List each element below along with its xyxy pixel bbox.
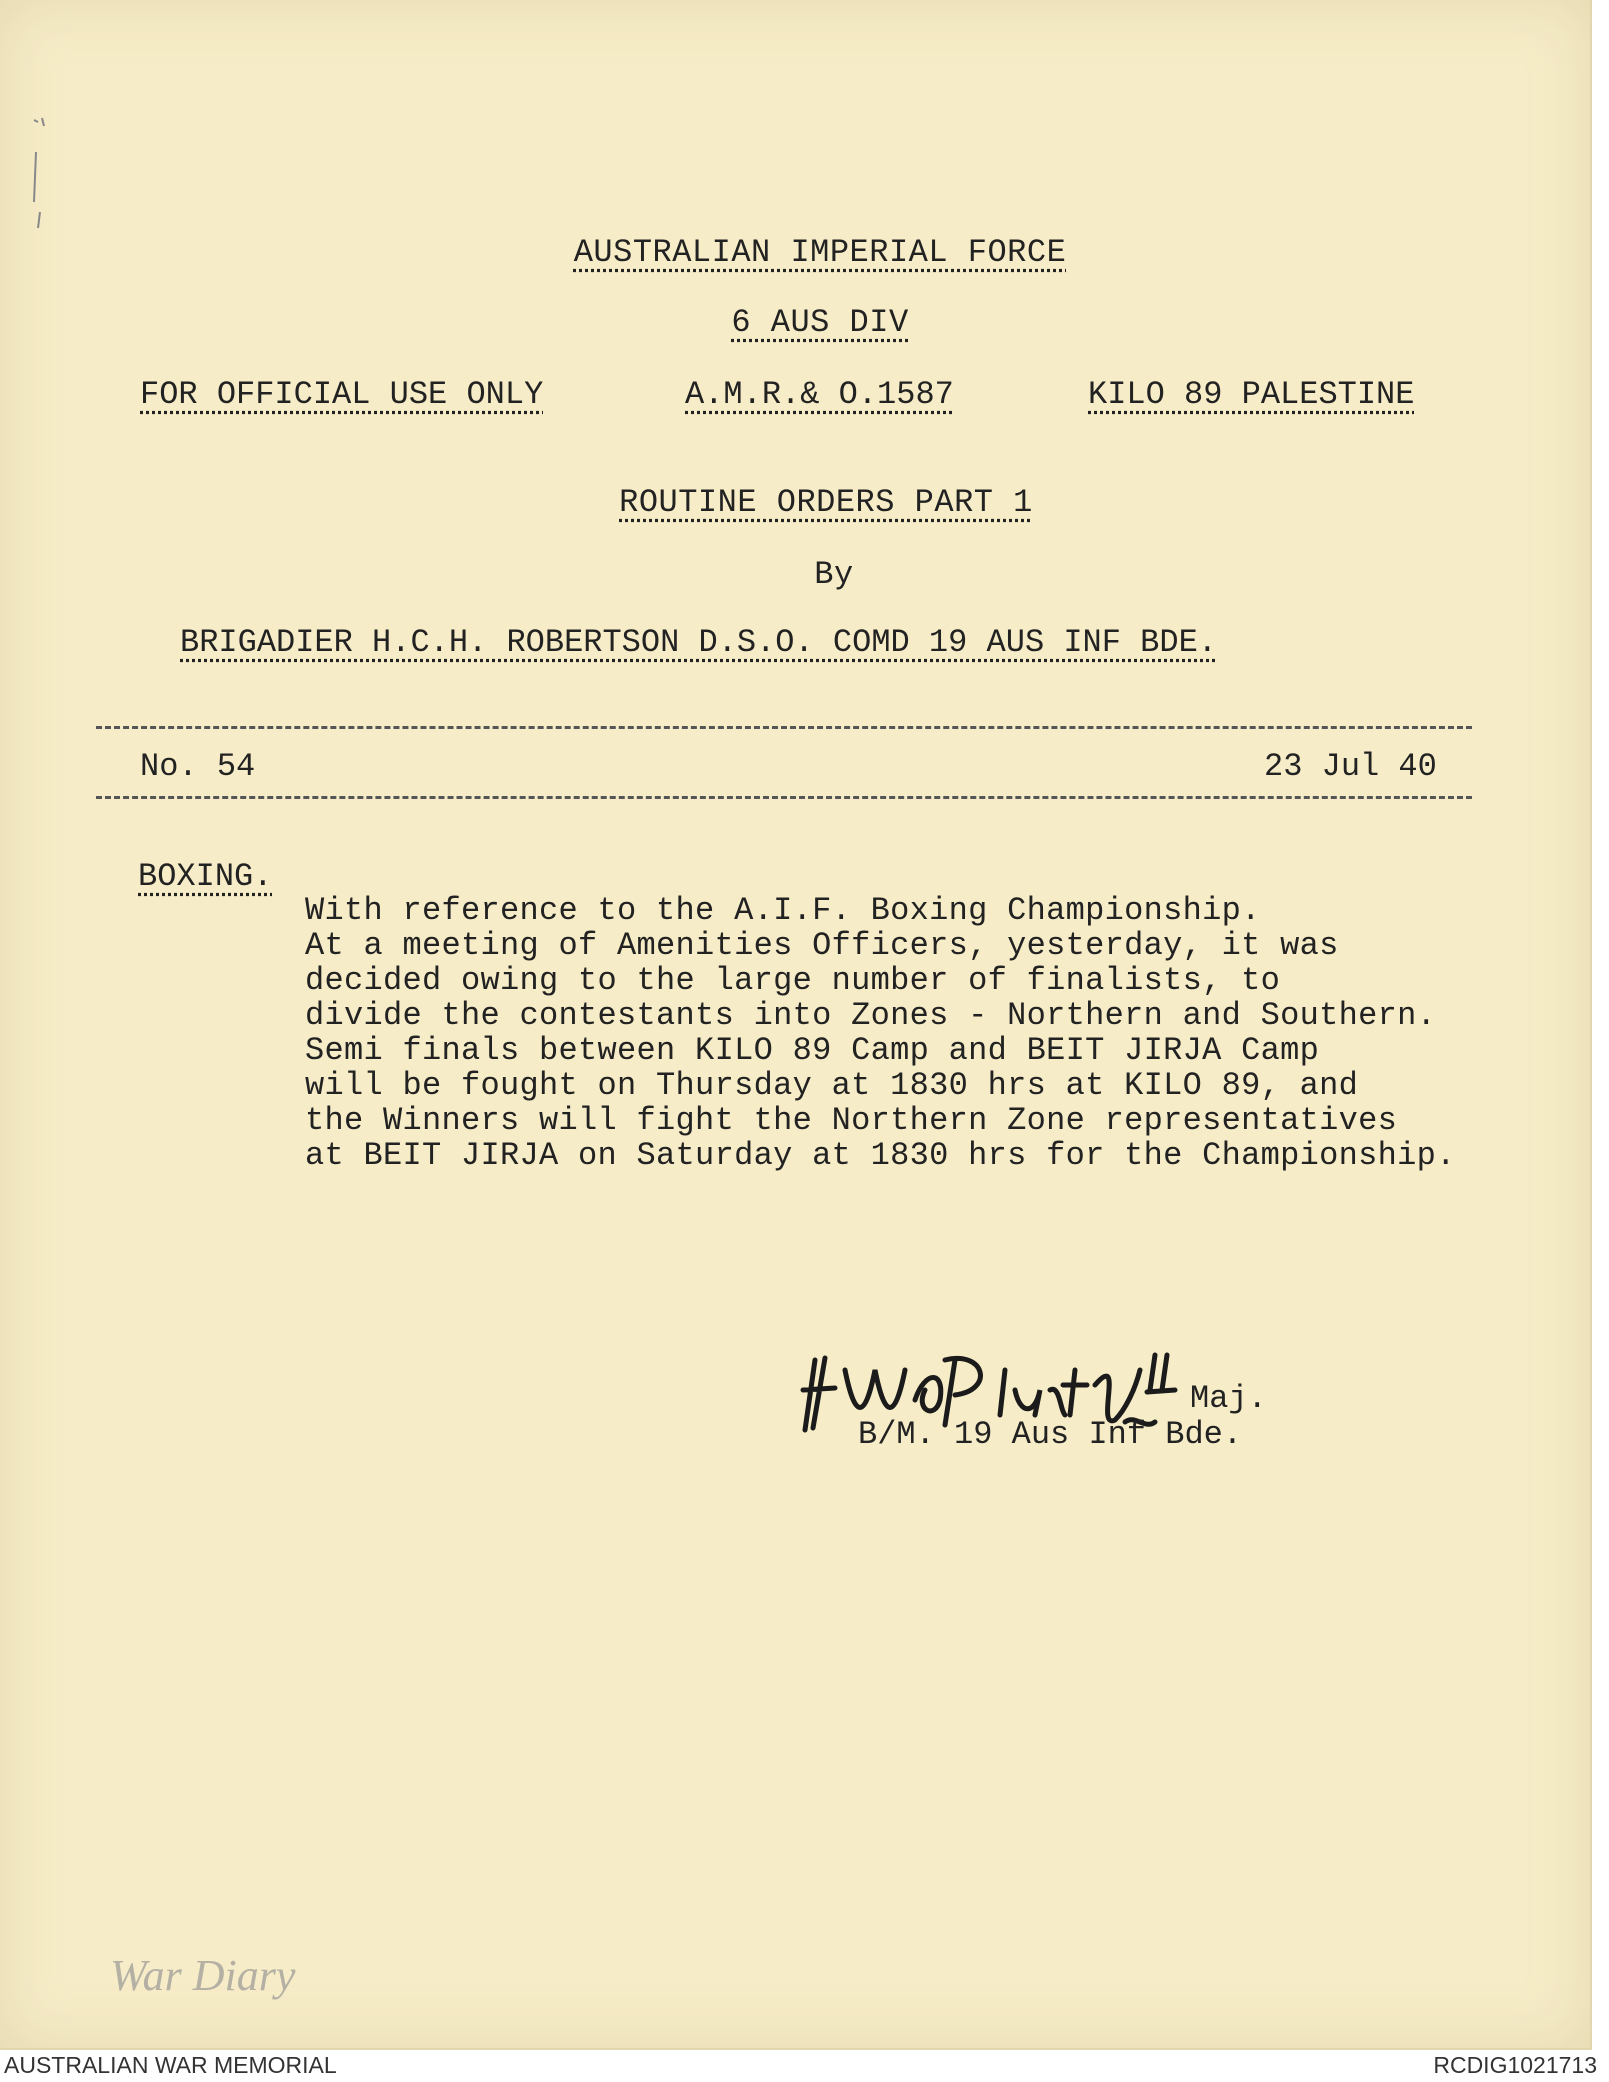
signatory-rank: Maj. bbox=[1190, 1380, 1267, 1417]
order-number: No. 54 bbox=[140, 748, 256, 785]
footer-left: AUSTRALIAN WAR MEMORIAL bbox=[4, 2052, 337, 2078]
classification-label: FOR OFFICIAL USE ONLY bbox=[140, 376, 544, 413]
divider-bottom bbox=[96, 796, 1472, 799]
footer-right: RCDIG1021713 bbox=[1433, 2052, 1597, 2078]
order-date: 23 Jul 40 bbox=[1264, 748, 1437, 785]
divider-top bbox=[96, 726, 1472, 729]
issuer-line: BRIGADIER H.C.H. ROBERTSON D.S.O. COMD 19 AUS INF BDE. bbox=[180, 624, 1217, 661]
signatory-appointment: B/M. 19 Aus Inf Bde. bbox=[858, 1416, 1243, 1453]
body-line: decided owing to the large number of finalists, to bbox=[305, 962, 1281, 999]
by-label: By bbox=[814, 556, 854, 593]
body-line: Semi finals between KILO 89 Camp and BEIT JIRJA Camp bbox=[305, 1032, 1320, 1069]
orders-heading: ROUTINE ORDERS PART 1 bbox=[619, 484, 1033, 521]
body-line: at BEIT JIRJA on Saturday at 1830 hrs for the Championship. bbox=[305, 1137, 1456, 1174]
body-line: the Winners will fight the Northern Zone representatives bbox=[305, 1102, 1398, 1139]
body-line: With reference to the A.I.F. Boxing Championship. bbox=[305, 892, 1261, 929]
pencil-annotation: War Diary bbox=[110, 1951, 296, 2000]
body-line: will be fought on Thursday at 1830 hrs at KILO 89, and bbox=[305, 1067, 1359, 1104]
section-title: BOXING. bbox=[138, 858, 273, 895]
reference-number: A.M.R.& O.1587 bbox=[685, 376, 954, 413]
location-label: KILO 89 PALESTINE bbox=[1088, 376, 1415, 413]
document-title: AUSTRALIAN IMPERIAL FORCE bbox=[573, 234, 1067, 271]
body-line: divide the contestants into Zones - Northern and Southern. bbox=[305, 997, 1437, 1034]
pencil-margin-mark bbox=[28, 112, 52, 232]
body-line: At a meeting of Amenities Officers, yesterday, it was bbox=[305, 927, 1339, 964]
division-heading: 6 AUS DIV bbox=[731, 304, 909, 341]
